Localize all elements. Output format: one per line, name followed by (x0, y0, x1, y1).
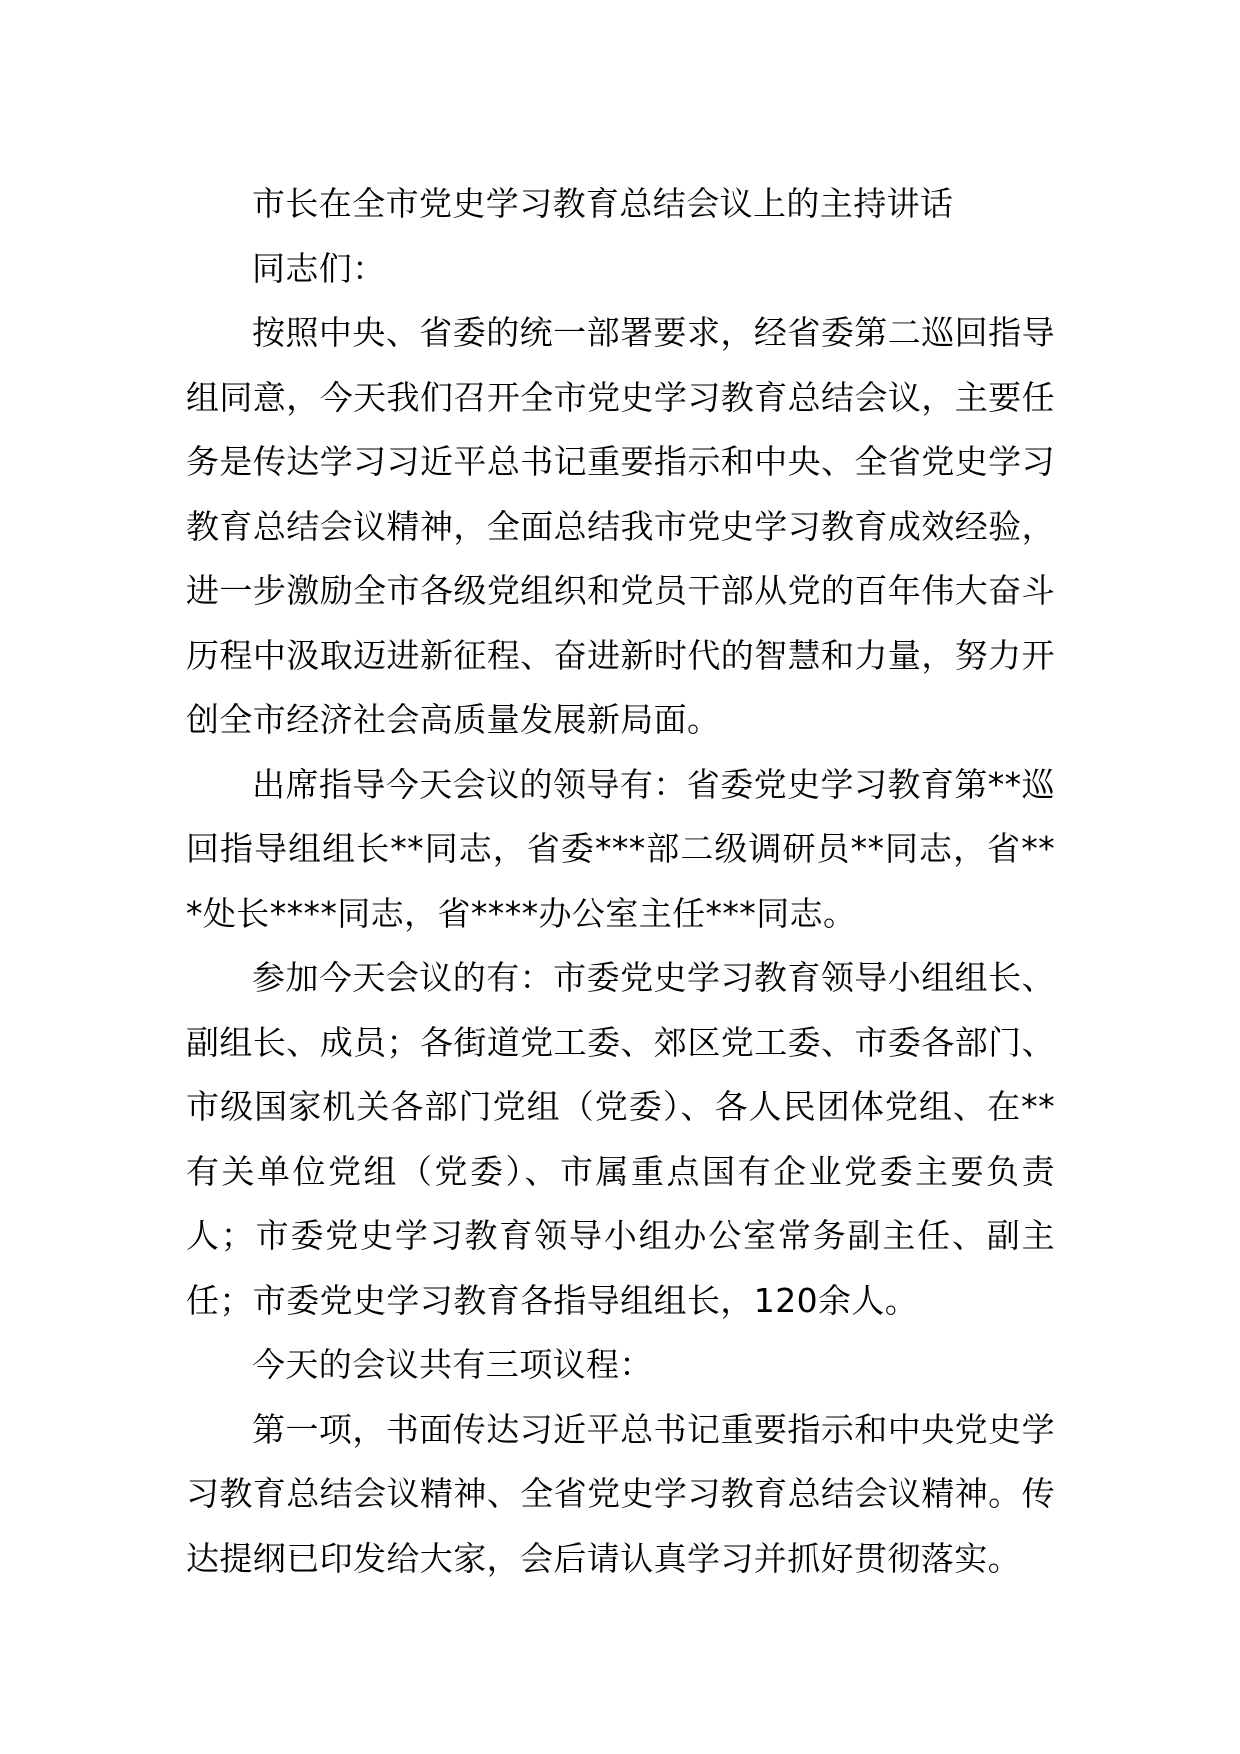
body-paragraph: 参加今天会议的有：市委党史学习教育领导小组组长、副组长、成员；各街道党工委、郊区党工委、市委各部门、市级国家机关各部门党组（党委）、各人民团体党组、在**有关单位党组（党委）、市属重点国有企业党委主要负责人；市委党史学习教育领导小组办公室常务副主任、副主任；市委党史学习教育各指导组组长，120余人。 (186, 958, 1055, 1320)
salutation: 同志们： (252, 248, 386, 288)
body-paragraph: 按照中央、省委的统一部署要求，经省委第二巡回指导组同意，今天我们召开全市党史学习教育总结会议，主要任务是传达学习习近平总书记重要指示和中央、全省党史学习教育总结会议精神，全面总结我市党史学习教育成效经验，进一步激励全市各级党组织和党员干部从党的百年伟大奋斗历程中汲取迈进新征程、奋进新时代的智慧和力量，努力开创全市经济社会高质量发展新局面。 (186, 313, 1055, 739)
document-title: 市长在全市党史学习教育总结会议上的主持讲话 (252, 184, 954, 223)
body-paragraph: 今天的会议共有三项议程： (252, 1345, 653, 1384)
body-paragraph: 第一项，书面传达习近平总书记重要指示和中央党史学习教育总结会议精神、全省党史学习教育总结会议精神。传达提纲已印发给大家，会后请认真学习并抓好贯彻落实。 (186, 1409, 1055, 1578)
body-paragraph: 出席指导今天会议的领导有：省委党史学习教育第**巡回指导组组长**同志，省委***部二级调研员**同志，省***处长****同志，省****办公室主任***同志。 (186, 764, 1055, 933)
